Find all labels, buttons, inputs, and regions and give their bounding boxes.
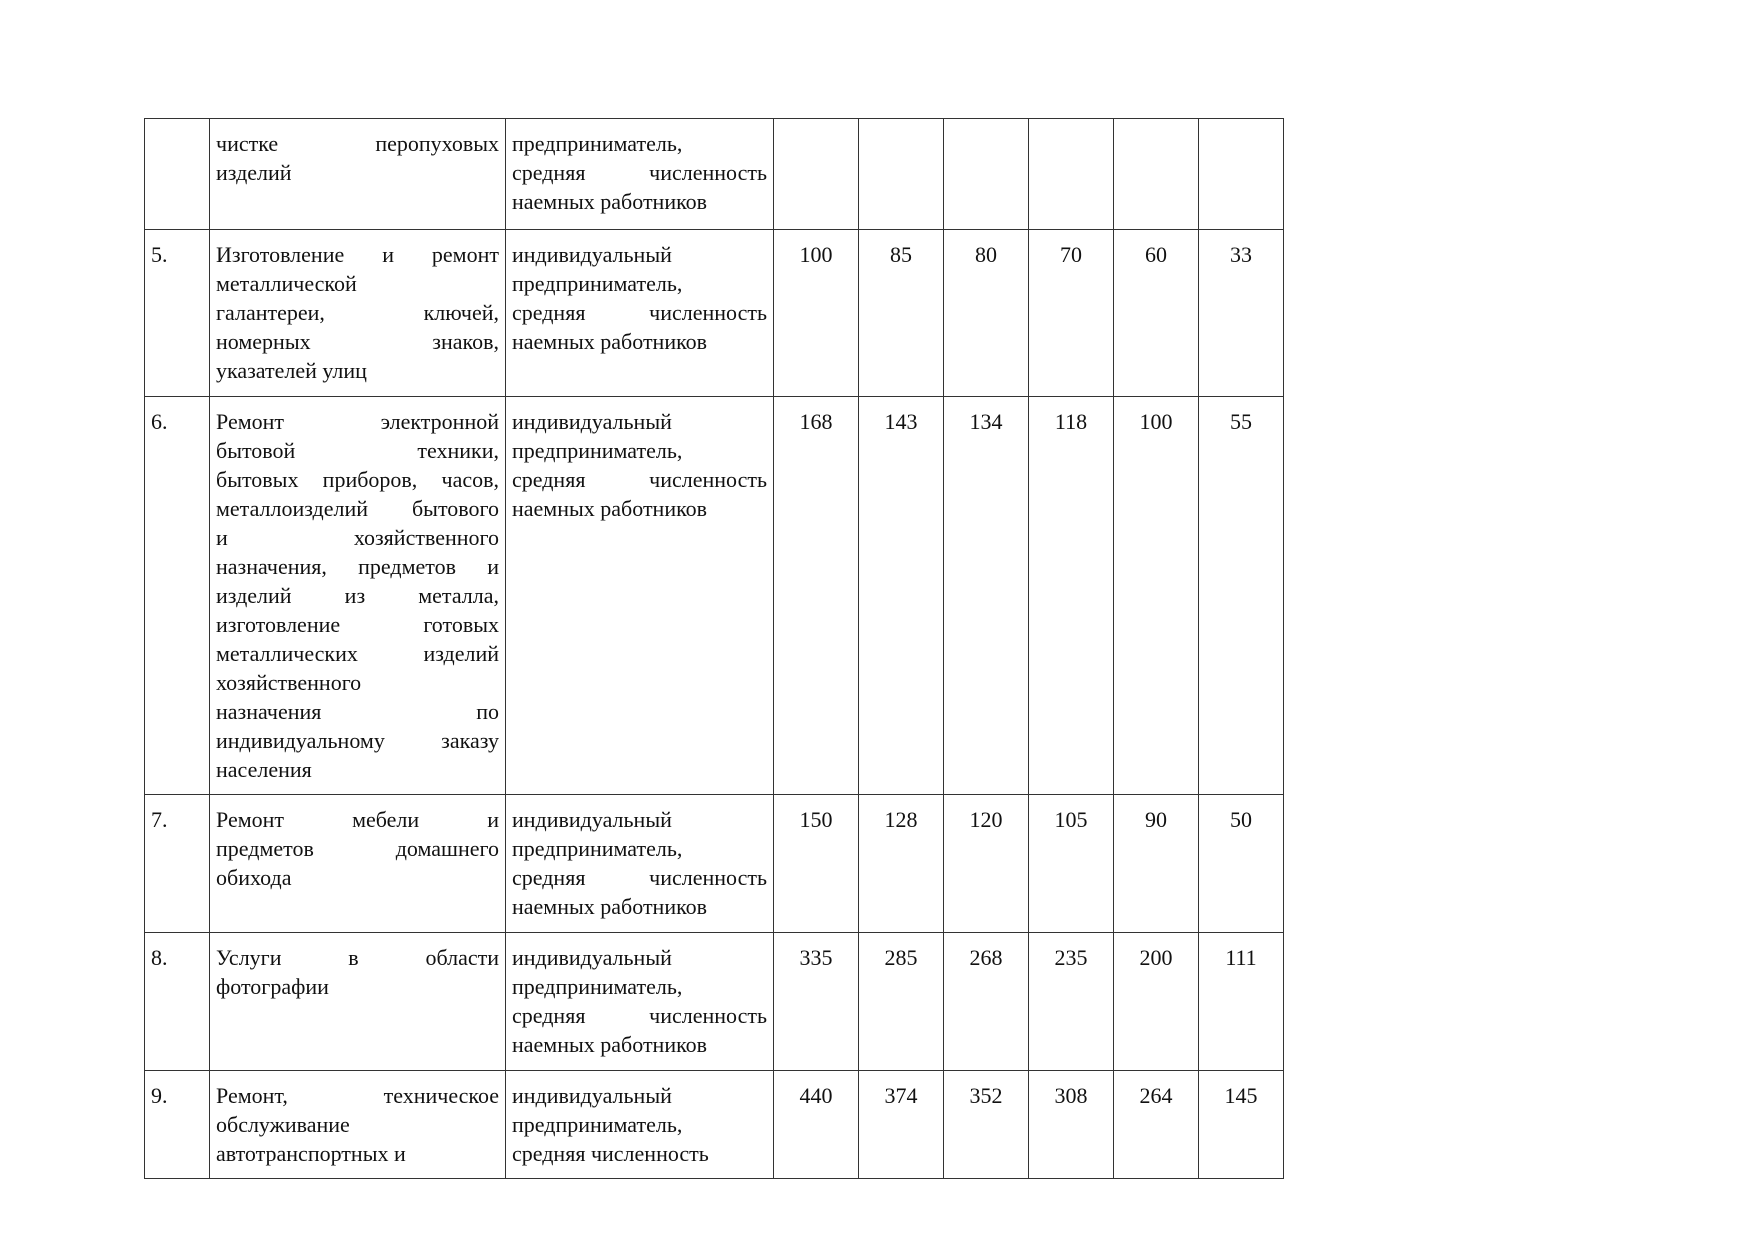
activity-name-line: автотранспортных и (216, 1141, 406, 1166)
value-cell: 33 (1199, 230, 1284, 397)
value-cell: 235 (1029, 933, 1114, 1071)
value-cell: 85 (859, 230, 944, 397)
activity-name-line: указателей улиц (216, 358, 367, 383)
table-row (145, 795, 1284, 933)
activity-name-line: чистке перопуховых (216, 131, 499, 156)
value-cell: 143 (859, 397, 944, 795)
physical-indicator-line: индивидуальный (512, 409, 672, 434)
row-number (145, 119, 210, 230)
physical-indicator-line: средняя численность (512, 160, 767, 185)
activity-name-line: назначения по (216, 699, 499, 724)
value-cell: 100 (1114, 397, 1199, 795)
activity-name-line: фотографии (216, 974, 329, 999)
activity-name (210, 397, 506, 795)
value-cell (1199, 119, 1284, 230)
value-cell: 128 (859, 795, 944, 933)
activity-name-line: и хозяйственного (216, 525, 499, 550)
physical-indicator-line: индивидуальный (512, 945, 672, 970)
activity-name (210, 230, 506, 397)
row-number: 6. (145, 397, 210, 795)
physical-indicator-line: наемных работников (512, 496, 708, 521)
physical-indicator-line: предприниматель, (512, 438, 683, 463)
activity-name-line: Ремонт электронной (216, 409, 499, 434)
activity-name-line: Ремонт мебели и (216, 807, 499, 832)
activity-name-line: обихода (216, 865, 292, 890)
physical-indicator (506, 397, 774, 795)
physical-indicator-line: наемных работников (512, 1032, 708, 1057)
row-number: 8. (145, 933, 210, 1071)
value-cell: 264 (1114, 1071, 1199, 1179)
value-cell: 55 (1199, 397, 1284, 795)
activity-name (210, 119, 506, 230)
value-cell: 374 (859, 1071, 944, 1179)
physical-indicator-line: наемных работников (512, 189, 708, 214)
activity-name-line: Услуги в области (216, 945, 499, 970)
physical-indicator (506, 795, 774, 933)
physical-indicator-line: средняя численность (512, 865, 767, 890)
activity-name (210, 795, 506, 933)
row-number: 9. (145, 1071, 210, 1179)
physical-indicator-line: средняя численность (512, 1141, 709, 1166)
value-cell (1114, 119, 1199, 230)
activity-name-line: назначения, предметов и (216, 554, 499, 579)
value-cell: 285 (859, 933, 944, 1071)
value-cell (774, 119, 859, 230)
value-cell: 308 (1029, 1071, 1114, 1179)
value-cell (859, 119, 944, 230)
physical-indicator-line: средняя численность (512, 300, 767, 325)
physical-indicator-line: предприниматель, (512, 974, 683, 999)
value-cell: 150 (774, 795, 859, 933)
value-cell: 80 (944, 230, 1029, 397)
physical-indicator-line: индивидуальный (512, 1083, 672, 1108)
physical-indicator-line: средняя численность (512, 467, 767, 492)
value-cell: 440 (774, 1071, 859, 1179)
value-cell (944, 119, 1029, 230)
value-cell: 335 (774, 933, 859, 1071)
table-row (145, 119, 1284, 230)
activity-name-line: изготовление готовых (216, 612, 499, 637)
value-cell: 145 (1199, 1071, 1284, 1179)
physical-indicator-line: предприниматель, (512, 131, 683, 156)
physical-indicator-line: предприниматель, (512, 1112, 683, 1137)
table-body (145, 119, 1284, 1179)
activity-name-line: индивидуальному заказу (216, 728, 499, 753)
activity-name-line: бытовой техники, (216, 438, 499, 463)
value-cell: 111 (1199, 933, 1284, 1071)
activity-name-line: хозяйственного (216, 670, 362, 695)
activity-name-line: Изготовление и ремонт (216, 242, 499, 267)
physical-indicator-line: индивидуальный (512, 807, 672, 832)
value-cell: 70 (1029, 230, 1114, 397)
table-row (145, 1071, 1284, 1179)
activity-name-line: обслуживание (216, 1112, 350, 1137)
activity-name (210, 933, 506, 1071)
value-cell: 105 (1029, 795, 1114, 933)
row-number: 5. (145, 230, 210, 397)
activity-name (210, 1071, 506, 1179)
tariff-table (144, 118, 1284, 1179)
activity-name-line: галантереи, ключей, (216, 300, 499, 325)
activity-name-line: бытовых приборов, часов, (216, 467, 499, 492)
physical-indicator (506, 119, 774, 230)
physical-indicator-line: предприниматель, (512, 271, 683, 296)
activity-name-line: населения (216, 757, 312, 782)
value-cell: 118 (1029, 397, 1114, 795)
physical-indicator (506, 1071, 774, 1179)
value-cell: 352 (944, 1071, 1029, 1179)
activity-name-line: номерных знаков, (216, 329, 499, 354)
value-cell: 90 (1114, 795, 1199, 933)
value-cell: 60 (1114, 230, 1199, 397)
activity-name-line: металлической (216, 271, 357, 296)
value-cell: 100 (774, 230, 859, 397)
physical-indicator (506, 933, 774, 1071)
table-row (145, 397, 1284, 795)
value-cell: 50 (1199, 795, 1284, 933)
activity-name-line: металлических изделий (216, 641, 499, 666)
activity-name-line: предметов домашнего (216, 836, 499, 861)
value-cell: 268 (944, 933, 1029, 1071)
value-cell: 134 (944, 397, 1029, 795)
table-row (145, 933, 1284, 1071)
physical-indicator-line: средняя численность (512, 1003, 767, 1028)
table-row (145, 230, 1284, 397)
value-cell: 120 (944, 795, 1029, 933)
row-number: 7. (145, 795, 210, 933)
physical-indicator-line: наемных работников (512, 894, 708, 919)
value-cell: 168 (774, 397, 859, 795)
physical-indicator-line: наемных работников (512, 329, 708, 354)
physical-indicator-line: предприниматель, (512, 836, 683, 861)
value-cell (1029, 119, 1114, 230)
activity-name-line: Ремонт, техническое (216, 1083, 499, 1108)
activity-name-line: изделий (216, 160, 292, 185)
activity-name-line: изделий из металла, (216, 583, 499, 608)
physical-indicator (506, 230, 774, 397)
activity-name-line: металлоизделий бытового (216, 496, 499, 521)
physical-indicator-line: индивидуальный (512, 242, 672, 267)
value-cell: 200 (1114, 933, 1199, 1071)
